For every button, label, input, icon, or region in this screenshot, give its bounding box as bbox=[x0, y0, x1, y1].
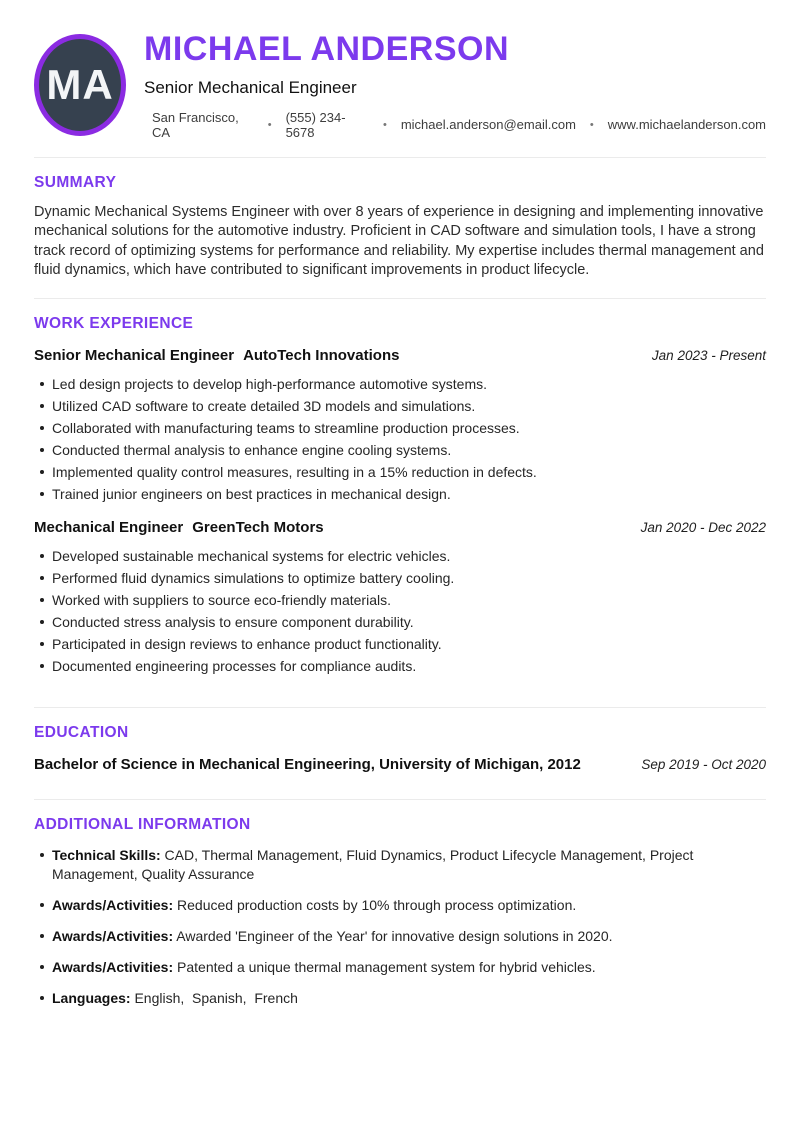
info-label: Awards/Activities: bbox=[52, 896, 174, 913]
info-label: Languages: bbox=[52, 989, 131, 1006]
job-title-line bbox=[34, 519, 324, 536]
info-text: English, Spanish, French bbox=[130, 989, 298, 1006]
job-bullet: Documented engineering processes for compliance audits. bbox=[34, 655, 766, 677]
education-dates: Sep 2019 - Oct 2020 bbox=[641, 756, 766, 772]
bullet-separator-icon: • bbox=[589, 118, 594, 131]
job-dates: Jan 2020 - Dec 2022 bbox=[640, 519, 766, 535]
divider bbox=[34, 298, 766, 299]
info-text: Awarded 'Engineer of the Year' for innovative design solutions in 2020. bbox=[173, 927, 613, 944]
contact-location: San Francisco, CA bbox=[152, 109, 239, 140]
job-title: Senior Mechanical Engineer bbox=[34, 346, 235, 364]
additional-info-item bbox=[34, 896, 754, 915]
education-degree: Bachelor of Science in Mechanical Engineering, University of Michigan, 2012 bbox=[34, 755, 581, 773]
additional-info-item bbox=[34, 927, 754, 946]
additional-info-item bbox=[34, 846, 754, 884]
info-text: Reduced production costs by 10% through process optimization. bbox=[173, 896, 577, 913]
bullet-separator-icon: • bbox=[382, 118, 387, 131]
job-bullet: Trained junior engineers on best practices in mechanical design. bbox=[34, 483, 766, 505]
contact-phone: (555) 234-5678 bbox=[285, 109, 346, 140]
job-bullet: Implemented quality control measures, resulting in a 15% reduction in defects. bbox=[34, 461, 766, 483]
contact-row bbox=[152, 110, 766, 140]
contact-email: michael.anderson@email.com bbox=[400, 117, 576, 133]
job-bullet: Utilized CAD software to create detailed 3D models and simulations. bbox=[34, 395, 766, 417]
job-title: Mechanical Engineer bbox=[34, 518, 184, 536]
contact-website: www.michaelanderson.com bbox=[607, 117, 766, 133]
job-company: AutoTech Innovations bbox=[243, 346, 400, 364]
summary-text: Dynamic Mechanical Systems Engineer with over 8 years of experience in designing and implementing innovative mechanical solutions for the automotive industry. Proficient in CAD software and simulation tools, I have a strong track record of optimizing systems for performance and reliability. My expertise includes thermal management and fluid dynamics, which have contributed to significant improvements in product lifecycle. bbox=[34, 203, 764, 279]
job-bullet-list bbox=[34, 545, 766, 677]
divider bbox=[34, 157, 766, 158]
job-entry-header bbox=[34, 519, 766, 536]
bullet-separator-icon: • bbox=[267, 118, 272, 131]
additional-info-item bbox=[34, 989, 754, 1008]
education-entry bbox=[34, 756, 766, 773]
divider bbox=[34, 707, 766, 708]
job-dates: Jan 2023 - Present bbox=[651, 347, 766, 363]
info-label: Awards/Activities: bbox=[52, 958, 174, 975]
job-bullet-list bbox=[34, 373, 766, 505]
avatar-initials: MA bbox=[46, 60, 114, 108]
job-bullet: Conducted thermal analysis to enhance engine cooling systems. bbox=[34, 439, 766, 461]
job-bullet: Developed sustainable mechanical systems for electric vehicles. bbox=[34, 545, 766, 567]
education-heading: EDUCATION bbox=[34, 723, 129, 741]
resume-header bbox=[34, 30, 766, 140]
info-text: CAD, Thermal Management, Fluid Dynamics, Product Lifecycle Management, Project Management, Quality Assurance bbox=[52, 846, 698, 882]
job-company: GreenTech Motors bbox=[192, 518, 324, 536]
candidate-name: MICHAEL ANDERSON bbox=[144, 30, 510, 68]
job-bullet: Collaborated with manufacturing teams to streamline production processes. bbox=[34, 417, 766, 439]
job-bullet: Performed fluid dynamics simulations to optimize battery cooling. bbox=[34, 567, 766, 589]
job-title-line bbox=[34, 347, 399, 364]
info-label: Awards/Activities: bbox=[52, 927, 174, 944]
avatar bbox=[34, 34, 126, 136]
job-bullet: Participated in design reviews to enhance product functionality. bbox=[34, 633, 766, 655]
candidate-title: Senior Mechanical Engineer bbox=[144, 77, 357, 97]
work-experience-heading: WORK EXPERIENCE bbox=[34, 314, 194, 332]
additional-info-item bbox=[34, 958, 754, 977]
job-bullet: Worked with suppliers to source eco-friendly materials. bbox=[34, 589, 766, 611]
info-label: Technical Skills: bbox=[52, 846, 161, 863]
job-bullet: Conducted stress analysis to ensure component durability. bbox=[34, 611, 766, 633]
info-text: Patented a unique thermal management system for hybrid vehicles. bbox=[173, 958, 596, 975]
summary-heading: SUMMARY bbox=[34, 173, 117, 191]
job-bullet: Led design projects to develop high-performance automotive systems. bbox=[34, 373, 766, 395]
additional-info-list bbox=[34, 846, 766, 1008]
divider bbox=[34, 799, 766, 800]
job-entry-header bbox=[34, 347, 766, 364]
additional-information-heading: ADDITIONAL INFORMATION bbox=[34, 815, 251, 833]
header-text bbox=[144, 30, 766, 140]
